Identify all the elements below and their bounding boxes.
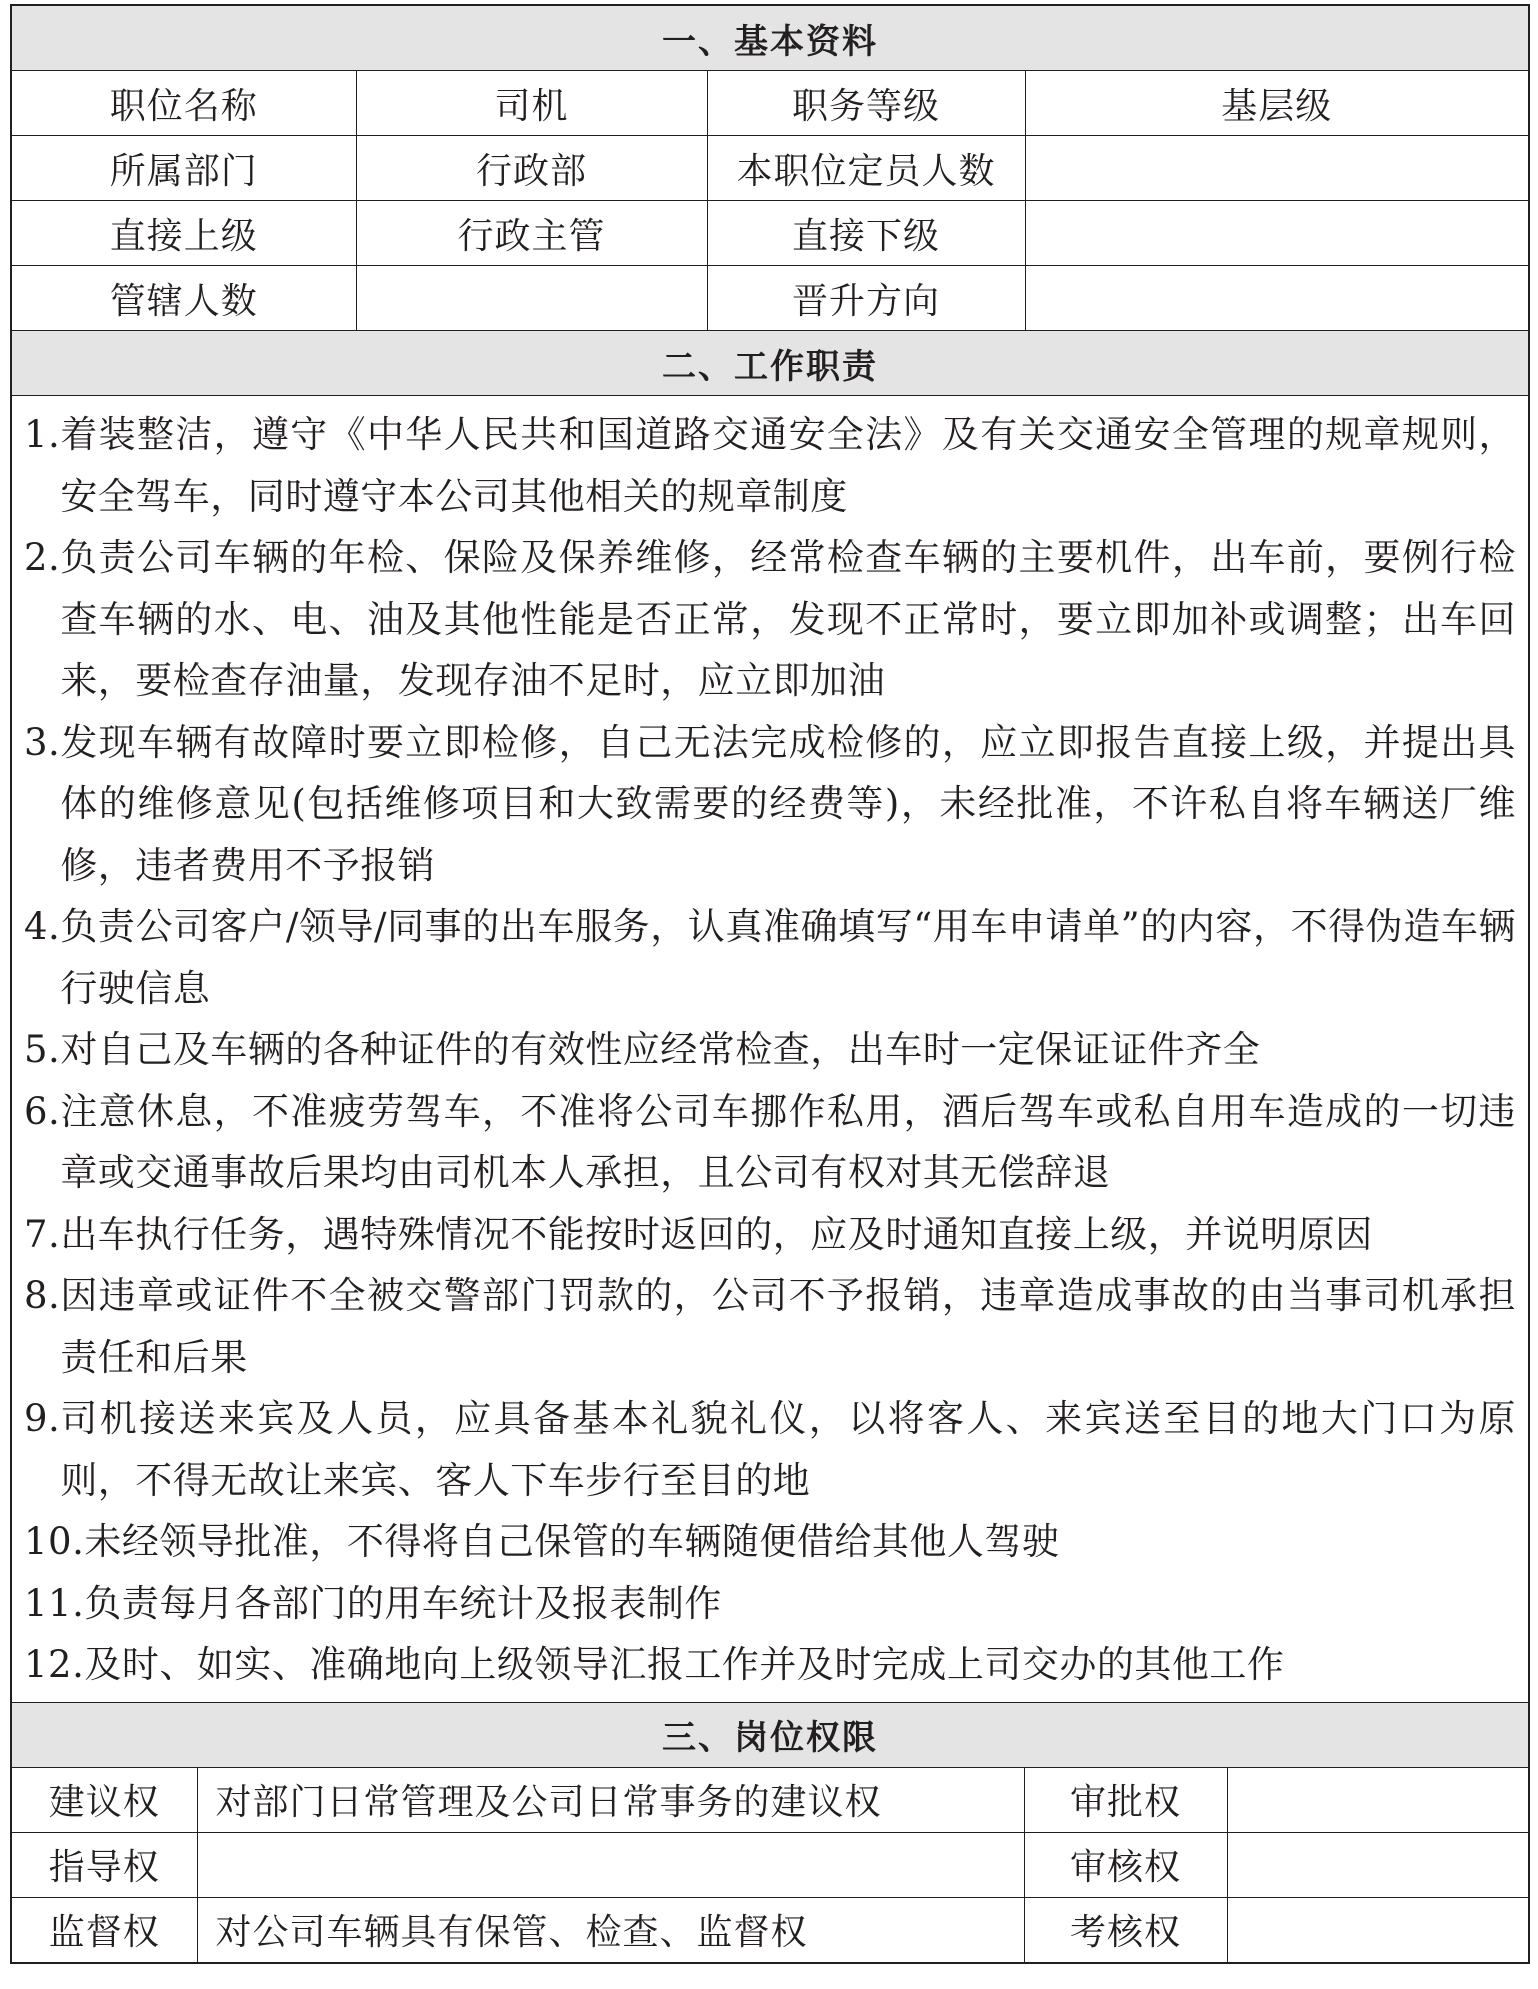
- label-approval-right: 审批权: [1024, 1768, 1227, 1833]
- label-guidance-right: 指导权: [12, 1832, 197, 1897]
- value-direct-subordinate: [1025, 201, 1528, 266]
- table-row: [12, 266, 1528, 331]
- duty-text: 负责每月各部门的用车统计及报表制作: [84, 1581, 722, 1625]
- duty-number: 7.: [24, 1212, 61, 1256]
- duty-number: 11.: [24, 1581, 85, 1625]
- list-item: [24, 896, 1516, 1019]
- list-item: [24, 1265, 1516, 1388]
- permissions-header: [12, 1702, 1528, 1767]
- duty-number: 9.: [24, 1397, 61, 1440]
- duty-number: 12.: [24, 1643, 85, 1686]
- duty-text: 注意休息，不准疲劳驾车，不准将公司车挪作私用，酒后驾车或私自用车造成的一切违章或交通事故后果均由司机本人承担，且公司有权对其无偿辞退: [60, 1089, 1516, 1194]
- value-job-grade: 基层级: [1025, 71, 1528, 136]
- value-department: 行政部: [356, 136, 707, 201]
- duty-number: 6.: [24, 1089, 61, 1133]
- duty-number: 10.: [24, 1520, 85, 1563]
- duty-text: 负责公司车辆的年检、保险及保养维修，经常检查车辆的主要机件，出车前，要例行检查车辆的水、电、油及其他性能是否正常，发现不正常时，要立即加补或调整；出车回来，要检查存油量，发现存油不足时，应立即加油: [60, 536, 1516, 702]
- value-guidance-right: [197, 1832, 1024, 1897]
- basic-info-table: [12, 6, 1528, 1768]
- list-item: [24, 527, 1516, 712]
- duty-number: 2.: [24, 536, 61, 579]
- section-title-basic: 一、基本资料: [12, 6, 1528, 71]
- value-promotion-path: [1025, 266, 1528, 331]
- value-direct-superior: 行政主管: [356, 201, 707, 266]
- duty-text: 出车执行任务，遇特殊情况不能按时返回的，应及时通知直接上级，并说明原因: [60, 1212, 1373, 1256]
- label-job-grade: 职务等级: [707, 71, 1025, 136]
- list-item: [24, 1019, 1516, 1081]
- value-position-name: 司机: [356, 71, 707, 136]
- label-direct-superior: 直接上级: [12, 201, 356, 266]
- list-item: [24, 1081, 1516, 1204]
- list-item: [24, 712, 1516, 897]
- list-item: [24, 1511, 1516, 1573]
- section-title-permissions: 三、岗位权限: [12, 1702, 1528, 1767]
- list-item: [24, 1388, 1516, 1511]
- table-row: [12, 1897, 1528, 1962]
- label-headcount: 本职位定员人数: [707, 136, 1025, 201]
- permissions-table: [12, 1768, 1528, 1962]
- label-managed-count: 管辖人数: [12, 266, 356, 331]
- duty-number: 4.: [24, 905, 61, 948]
- duties-row: [12, 396, 1528, 1703]
- value-assessment-right: [1227, 1897, 1528, 1962]
- duty-text: 负责公司客户/领导/同事的出车服务，认真准确填写“用车申请单”的内容，不得伪造车辆行驶信息: [60, 905, 1516, 1010]
- list-item: [24, 1204, 1516, 1266]
- duties-list: [12, 396, 1528, 1703]
- label-position-name: 职位名称: [12, 71, 356, 136]
- label-assessment-right: 考核权: [1024, 1897, 1227, 1962]
- value-headcount: [1025, 136, 1528, 201]
- value-review-right: [1227, 1832, 1528, 1897]
- job-description-sheet: [10, 4, 1530, 1964]
- duty-text: 着装整洁，遵守《中华人民共和国道路交通安全法》及有关交通安全管理的规章规则，安全驾车，同时遵守本公司其他相关的规章制度: [60, 413, 1516, 518]
- value-suggestion-right: 对部门日常管理及公司日常事务的建议权: [197, 1768, 1024, 1833]
- label-suggestion-right: 建议权: [12, 1768, 197, 1833]
- duty-text: 因违章或证件不全被交警部门罚款的，公司不予报销，违章造成事故的由当事司机承担责任和后果: [60, 1274, 1516, 1379]
- list-item: [24, 1573, 1516, 1635]
- table-row: [12, 71, 1528, 136]
- duty-text: 发现车辆有故障时要立即检修，自己无法完成检修的，应立即报告直接上级，并提出具体的维修意见(包括维修项目和大致需要的经费等)，未经批准，不许私自将车辆送厂维修，违者费用不予报销: [60, 720, 1516, 887]
- basic-info-header: [12, 6, 1528, 71]
- duty-text: 及时、如实、准确地向上级领导汇报工作并及时完成上司交办的其他工作: [84, 1643, 1285, 1686]
- list-item: [24, 1634, 1516, 1696]
- duty-text: 未经领导批准，不得将自己保管的车辆随便借给其他人驾驶: [84, 1520, 1060, 1563]
- duty-number: 5.: [24, 1028, 61, 1071]
- duty-number: 1.: [24, 413, 61, 456]
- label-promotion-path: 晋升方向: [707, 266, 1025, 331]
- label-review-right: 审核权: [1024, 1832, 1227, 1897]
- label-department: 所属部门: [12, 136, 356, 201]
- value-managed-count: [356, 266, 707, 331]
- label-direct-subordinate: 直接下级: [707, 201, 1025, 266]
- duty-number: 8.: [24, 1274, 61, 1317]
- section-title-duties: 二、工作职责: [12, 331, 1528, 396]
- duty-text: 对自己及车辆的各种证件的有效性应经常检查，出车时一定保证证件齐全: [60, 1028, 1261, 1071]
- duty-number: 3.: [24, 720, 61, 764]
- table-row: [12, 136, 1528, 201]
- list-item: [24, 404, 1516, 527]
- table-row: [12, 1832, 1528, 1897]
- value-supervision-right: 对公司车辆具有保管、检查、监督权: [197, 1897, 1024, 1962]
- label-supervision-right: 监督权: [12, 1897, 197, 1962]
- duty-text: 司机接送来宾及人员，应具备基本礼貌礼仪，以将客人、来宾送至目的地大门口为原则，不得无故让来宾、客人下车步行至目的地: [60, 1397, 1516, 1502]
- value-approval-right: [1227, 1768, 1528, 1833]
- table-row: [12, 201, 1528, 266]
- duties-header: [12, 331, 1528, 396]
- table-row: [12, 1768, 1528, 1833]
